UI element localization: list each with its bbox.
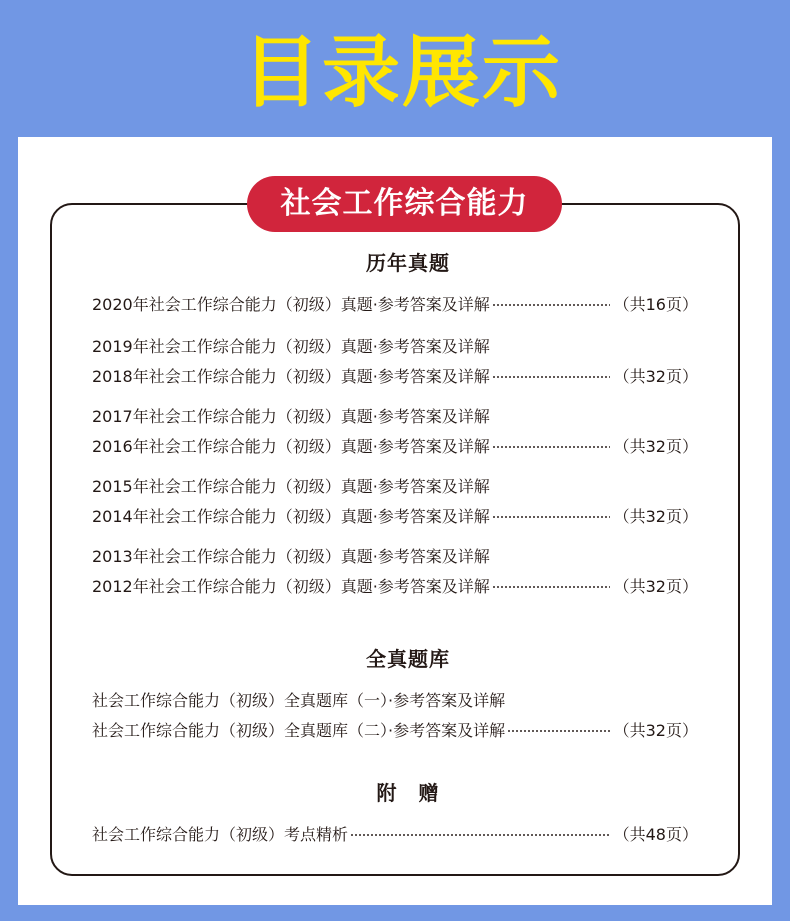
book-title-badge xyxy=(247,176,562,232)
toc-entry-title: 2013年社会工作综合能力（初级）真题·参考答案及详解 xyxy=(92,547,490,566)
toc-entry-title: 2014年社会工作综合能力（初级）真题·参考答案及详解 xyxy=(92,507,490,526)
toc-entry xyxy=(92,362,698,392)
toc-group xyxy=(92,472,698,532)
toc-entry-pages: （共48页） xyxy=(613,825,698,844)
toc-entry xyxy=(92,716,698,746)
toc-group xyxy=(92,686,698,746)
toc-section-past-exams xyxy=(92,248,698,602)
toc-entry-pages: （共32页） xyxy=(613,721,698,740)
toc-entry xyxy=(92,290,698,320)
toc-entry xyxy=(92,542,698,572)
dot-leader xyxy=(492,502,610,532)
toc-entry-title: 社会工作综合能力（初级）全真题库（二）·参考答案及详解 xyxy=(92,721,506,740)
toc-entry-title: 2019年社会工作综合能力（初级）真题·参考答案及详解 xyxy=(92,337,490,356)
toc-entry xyxy=(92,820,698,850)
toc-section-question-bank xyxy=(92,644,698,746)
section-heading: 全真题库 xyxy=(366,647,450,671)
section-heading: 附 赠 xyxy=(376,781,440,805)
dot-leader xyxy=(350,820,610,850)
dot-leader xyxy=(492,572,610,602)
dot-leader xyxy=(507,716,610,746)
toc-entry-pages: （共32页） xyxy=(613,577,698,596)
dot-leader xyxy=(492,432,610,462)
toc-entry xyxy=(92,402,698,432)
dot-leader xyxy=(492,290,610,320)
toc-entry xyxy=(92,686,698,716)
toc-entry xyxy=(92,472,698,502)
toc-entry xyxy=(92,332,698,362)
toc-entry-title: 2016年社会工作综合能力（初级）真题·参考答案及详解 xyxy=(92,437,490,456)
toc-entry xyxy=(92,502,698,532)
toc-entry-pages: （共32页） xyxy=(613,367,698,386)
toc-entry-title: 2020年社会工作综合能力（初级）真题·参考答案及详解 xyxy=(92,295,490,314)
toc-entry-pages: （共16页） xyxy=(613,295,698,314)
toc-entry-pages: （共32页） xyxy=(613,507,698,526)
table-of-contents xyxy=(92,248,698,850)
toc-entry-title: 2017年社会工作综合能力（初级）真题·参考答案及详解 xyxy=(92,407,490,426)
toc-group xyxy=(92,820,698,850)
section-heading: 历年真题 xyxy=(366,251,450,275)
toc-entry-title: 2012年社会工作综合能力（初级）真题·参考答案及详解 xyxy=(92,577,490,596)
toc-group xyxy=(92,332,698,392)
toc-entry xyxy=(92,432,698,462)
dot-leader xyxy=(492,362,610,392)
toc-entry-title: 2015年社会工作综合能力（初级）真题·参考答案及详解 xyxy=(92,477,490,496)
toc-entry-title: 2018年社会工作综合能力（初级）真题·参考答案及详解 xyxy=(92,367,490,386)
toc-group xyxy=(92,402,698,462)
book-title: 社会工作综合能力 xyxy=(280,186,529,221)
toc-group xyxy=(92,290,698,320)
toc-entry-pages: （共32页） xyxy=(613,437,698,456)
toc-group xyxy=(92,542,698,602)
page-title: 目录展示 xyxy=(241,28,562,118)
toc-entry-title: 社会工作综合能力（初级）考点精析 xyxy=(92,825,349,844)
toc-section-bonus xyxy=(92,778,698,850)
toc-entry-title: 社会工作综合能力（初级）全真题库（一）·参考答案及详解 xyxy=(92,691,506,710)
toc-entry xyxy=(92,572,698,602)
